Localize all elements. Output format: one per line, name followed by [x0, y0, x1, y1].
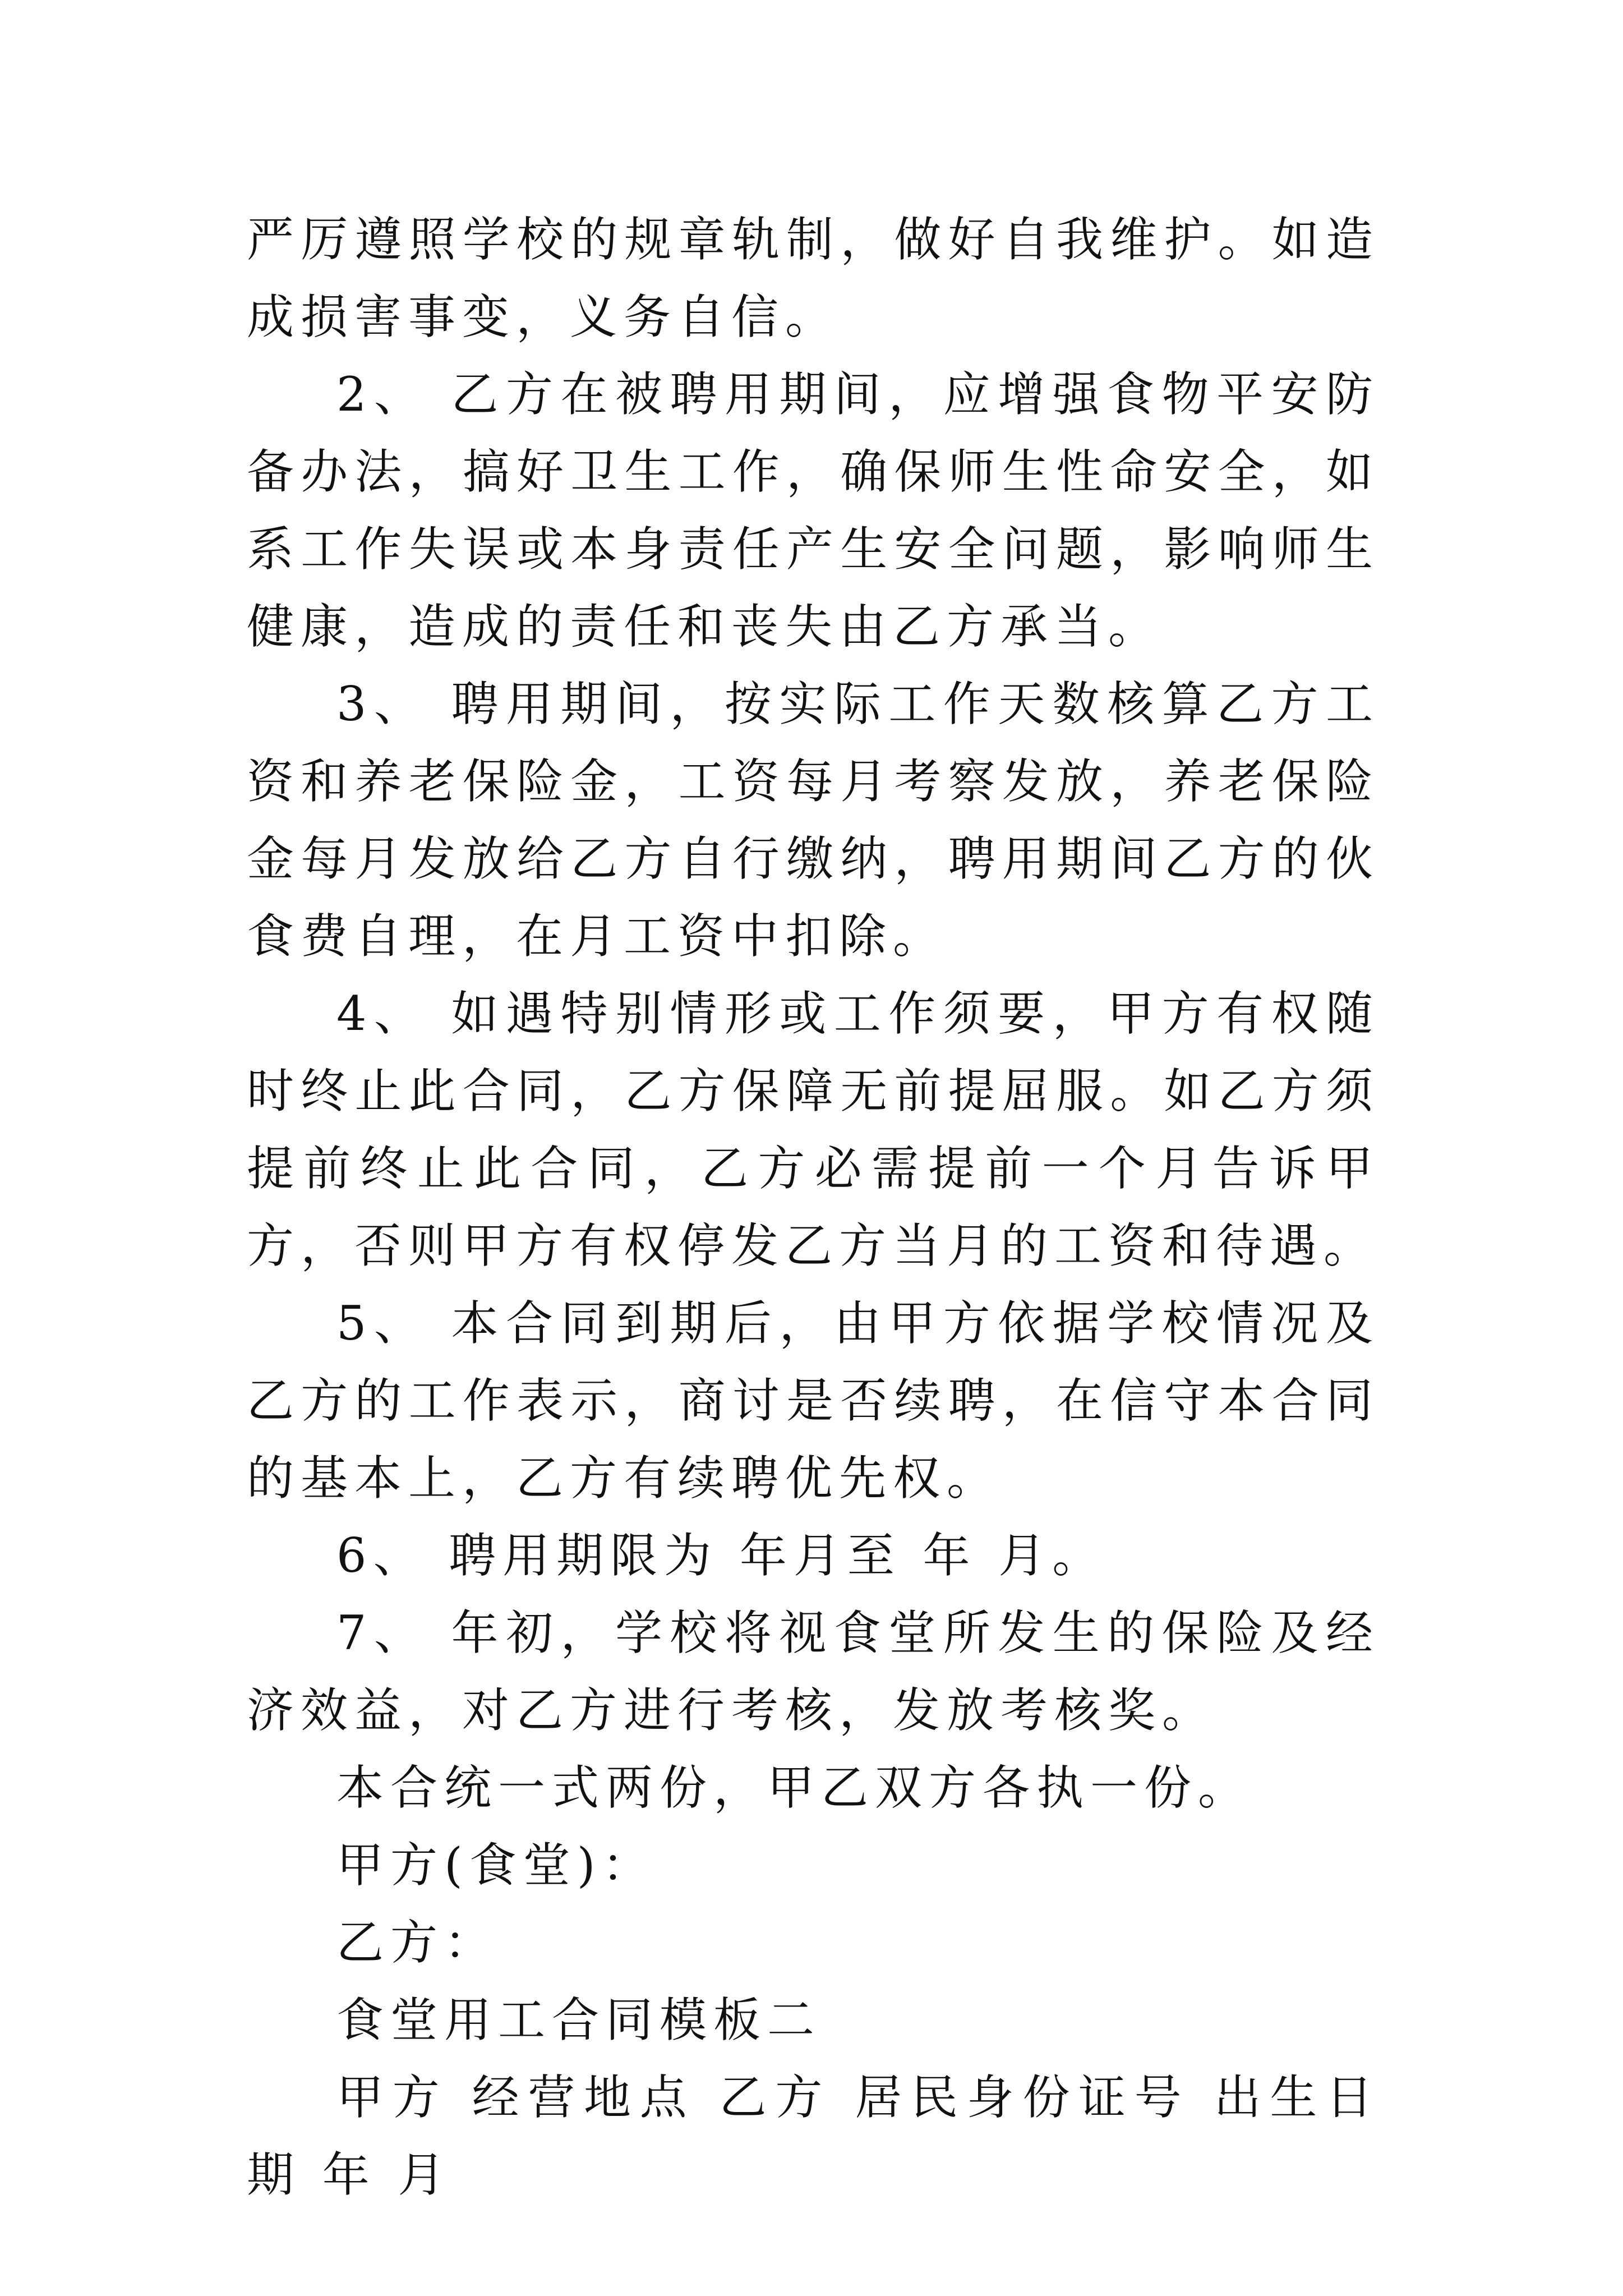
- clause-7-assessment: 7、 年初，学校将视食堂所发生的保险及经济效益，对乙方进行考核，发放考核奖。: [247, 1605, 1380, 1738]
- copies-statement: 本合统一式两份，甲乙双方各执一份。: [336, 1760, 1252, 1815]
- clause-3-wages: 3、 聘用期间，按实际工作天数核算乙方工资和养老保险金，工资每月考察发放，养老保险金每月发放给乙方自行缴纳，聘用期间乙方的伙食费自理，在月工资中扣除。: [247, 677, 1380, 964]
- clause-2-food-safety: 2、 乙方在被聘用期间，应增强食物平安防备办法，搞好卫生工作，确保师生性命安全，如系工作失误或本身责任产生安全问题，影响师生健康，造成的责任和丧失由乙方承当。: [247, 367, 1380, 654]
- clause-4-termination: 4、 如遇特别情形或工作须要，甲方有权随时终止此合同，乙方保障无前提屈服。如乙方须提前终止此合同，乙方必需提前一个月告诉甲方，否则甲方有权停发乙方当月的工资和待遇。: [247, 986, 1380, 1273]
- clause-6-term: 6、 聘用期限为 年月至 年 月。: [336, 1528, 1106, 1583]
- paragraph-safety-rules: 严厉遵照学校的规章轨制，做好自我维护。如造成损害事变，义务自信。: [247, 212, 1380, 344]
- clause-5-renewal: 5、 本合同到期后，由甲方依据学校情况及乙方的工作表示，商讨是否续聘，在信守本合同的基本上，乙方有续聘优先权。: [247, 1296, 1380, 1506]
- party-a-signature-line: 甲方(食堂)：: [336, 1838, 656, 1893]
- party-b-signature-line: 乙方：: [336, 1915, 499, 1970]
- template-two-heading: 食堂用工合同模板二: [336, 1993, 822, 2047]
- contract-body: [247, 201, 1380, 2214]
- template-two-party-fields: 甲方 经营地点 乙方 居民身份证号 出生日期 年 月: [247, 2070, 1380, 2202]
